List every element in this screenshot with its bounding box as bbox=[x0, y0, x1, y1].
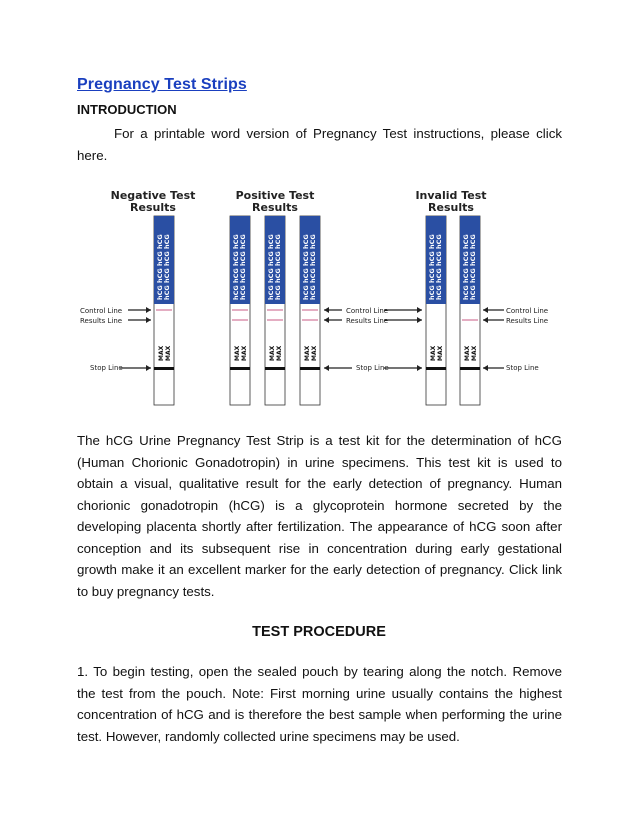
description-line: developing placenta shortly after fertilization. The appearance of hCG soon after bbox=[77, 519, 562, 534]
page-title[interactable]: Pregnancy Test Strips bbox=[77, 76, 247, 93]
strip-print-text: hCG hCG hCG hCG bbox=[267, 234, 275, 300]
stop-line-mark bbox=[265, 367, 285, 370]
description-line: chorionic gonadotropin (hCG) is a glycoprotein hormone secreted by the bbox=[77, 497, 562, 513]
mid-results-line-label: Results Line bbox=[346, 317, 389, 325]
max-text: MAX bbox=[464, 345, 471, 361]
arrow-head bbox=[483, 307, 488, 313]
negative-strip bbox=[154, 216, 174, 405]
mid-stop-arrow-right bbox=[384, 365, 422, 371]
strip-print-text: hCG hCG hCG hCG bbox=[428, 234, 436, 300]
positive-strip-3 bbox=[300, 216, 320, 405]
mid-stop-line-label: Stop Line bbox=[356, 364, 389, 372]
right-control-arrow bbox=[483, 307, 504, 313]
description-line: obtain a visual, qualitative result for the early detection of pregnancy. Human bbox=[77, 476, 562, 491]
intro-heading: INTRODUCTION bbox=[77, 102, 177, 117]
arrow-head bbox=[417, 307, 422, 313]
negative-label-line2: Results bbox=[130, 201, 176, 214]
left-results-arrow bbox=[128, 317, 151, 323]
description-line: growth make it an excellent marker for the early detection of pregnancy. Click link bbox=[77, 562, 562, 577]
arrow-head bbox=[146, 365, 151, 371]
strip-print-text: hCG hCG hCG hCG bbox=[435, 234, 443, 300]
max-text: MAX bbox=[304, 345, 311, 361]
max-text: MAX bbox=[241, 345, 248, 361]
description-line: The hCG Urine Pregnancy Test Strip is a test kit for the determination of hCG bbox=[77, 433, 562, 448]
description-line: to buy pregnancy tests. bbox=[77, 583, 215, 599]
max-text: MAX bbox=[234, 345, 241, 361]
test-strips-figure bbox=[78, 183, 558, 413]
strip-print-text: hCG hCG hCG hCG bbox=[309, 234, 317, 300]
negative-label-line1: Negative Test bbox=[110, 189, 196, 202]
max-text: MAX bbox=[276, 345, 283, 361]
mid-control-line-label: Control Line bbox=[346, 307, 389, 315]
step-line: test. However, randomly collected urine specimens may be used. bbox=[77, 728, 460, 744]
strips-group bbox=[154, 216, 480, 405]
mid-results-arrow-left bbox=[324, 317, 342, 323]
strip-print-text: hCG hCG hCG hCG bbox=[302, 234, 310, 300]
step-line: concentration of hCG and is therefore the best sample when performing the urine bbox=[77, 707, 562, 722]
positive-strip-1 bbox=[230, 216, 250, 405]
stop-line-mark bbox=[460, 367, 480, 370]
strip-print-text: hCG hCG hCG hCG bbox=[232, 234, 240, 300]
arrow-head bbox=[324, 365, 329, 371]
step-line: 1. To begin testing, open the sealed pouch by tearing along the notch. Remove bbox=[77, 664, 562, 679]
positive-label-line1: Positive Test bbox=[235, 189, 315, 202]
max-text: MAX bbox=[430, 345, 437, 361]
max-text: MAX bbox=[165, 345, 172, 361]
description-paragraph bbox=[77, 430, 562, 602]
mid-stop-arrow-left bbox=[324, 365, 352, 371]
strip-print-text: hCG hCG hCG hCG bbox=[469, 234, 477, 300]
arrow-head bbox=[324, 307, 329, 313]
intro-line: For a printable word version of Pregnancy Test instructions, please click bbox=[114, 126, 562, 141]
arrow-head bbox=[417, 317, 422, 323]
left-control-arrow bbox=[128, 307, 151, 313]
right-stop-arrow bbox=[483, 365, 504, 371]
arrow-head bbox=[483, 317, 488, 323]
max-text: MAX bbox=[269, 345, 276, 361]
strip-print-text: hCG hCG hCG hCG bbox=[274, 234, 282, 300]
arrow-head bbox=[146, 307, 151, 313]
stop-line-mark bbox=[300, 367, 320, 370]
left-stop-arrow bbox=[120, 365, 151, 371]
mid-control-arrow-right bbox=[384, 307, 422, 313]
mid-control-arrow-left bbox=[324, 307, 342, 313]
intro-link-here[interactable]: here. bbox=[77, 147, 108, 163]
mid-results-arrow-right bbox=[384, 317, 422, 323]
right-results-arrow bbox=[483, 317, 504, 323]
right-results-line-label: Results Line bbox=[506, 317, 549, 325]
stop-line-mark bbox=[230, 367, 250, 370]
left-control-line-label: Control Line bbox=[80, 307, 123, 315]
invalid-strip-1 bbox=[426, 216, 446, 405]
description-line: conception and its subsequent rise in concentration during early gestational bbox=[77, 540, 562, 556]
right-stop-line-label: Stop Line bbox=[506, 364, 539, 372]
invalid-strip-2 bbox=[460, 216, 480, 405]
arrow-head bbox=[324, 317, 329, 323]
test-procedure-heading: TEST PROCEDURE bbox=[252, 624, 386, 640]
positive-strip-2 bbox=[265, 216, 285, 405]
strip-print-text: hCG hCG hCG hCG bbox=[462, 234, 470, 300]
intro-paragraph bbox=[77, 123, 562, 166]
procedure-step-1 bbox=[77, 661, 562, 747]
invalid-label-line2: Results bbox=[428, 201, 474, 214]
arrow-head bbox=[417, 365, 422, 371]
description-line: (Human Chorionic Gonadotropin) in urine specimens. This test kit is used to bbox=[77, 454, 562, 470]
strip-print-text: hCG hCG hCG hCG bbox=[163, 234, 171, 300]
positive-label-line2: Results bbox=[252, 201, 298, 214]
max-text: MAX bbox=[311, 345, 318, 361]
left-stop-line-label: Stop Line bbox=[90, 364, 123, 372]
step-line: the test from the pouch. Note: First morning urine usually contains the highest bbox=[77, 685, 562, 701]
strip-print-text: hCG hCG hCG hCG bbox=[239, 234, 247, 300]
strip-print-text: hCG hCG hCG hCG bbox=[156, 234, 164, 300]
right-control-line-label: Control Line bbox=[506, 307, 549, 315]
stop-line-mark bbox=[426, 367, 446, 370]
arrow-head bbox=[146, 317, 151, 323]
arrow-head bbox=[483, 365, 488, 371]
stop-line-mark bbox=[154, 367, 174, 370]
max-text: MAX bbox=[437, 345, 444, 361]
max-text: MAX bbox=[471, 345, 478, 361]
invalid-label-line1: Invalid Test bbox=[415, 189, 487, 202]
left-results-line-label: Results Line bbox=[80, 317, 123, 325]
max-text: MAX bbox=[158, 345, 165, 361]
